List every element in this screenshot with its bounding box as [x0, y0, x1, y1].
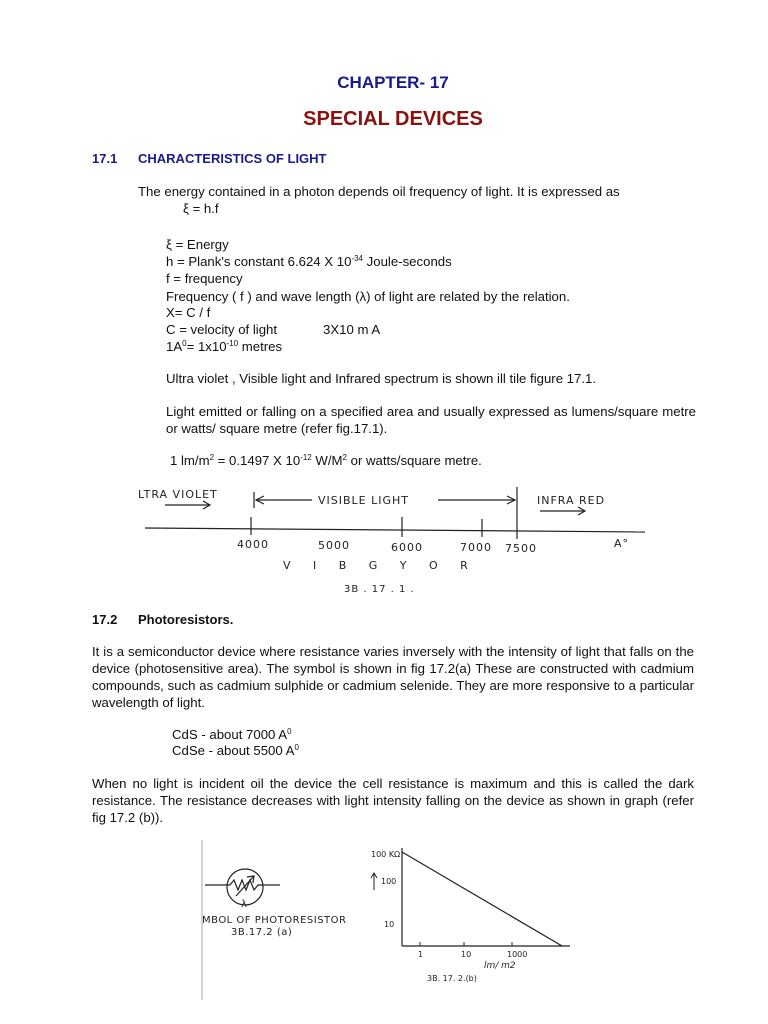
- spectrum-drawing: [145, 487, 645, 539]
- frequency-wavelength-relation: Frequency ( f ) and wave length (λ) of light are related by the relation.: [166, 289, 570, 304]
- wavelength-formula: X= C / f: [166, 305, 211, 320]
- spectrum-note: Ultra violet , Visible light and Infrared spectrum is shown ill tile figure 17.1.: [166, 371, 597, 386]
- tick-label-7500: 7500: [505, 542, 537, 555]
- figure-17-1-caption: 3B . 17 . 1 .: [344, 584, 415, 595]
- cdse-wavelength: CdSe - about 5500 $A^0$: [172, 743, 299, 758]
- page-title: SPECIAL DEVICES: [303, 108, 483, 130]
- symbol-circle: [227, 869, 263, 905]
- figure-17-2b-caption: 3B. 17. 2.(b): [427, 974, 477, 983]
- energy-formula: ξ = h.f: [183, 201, 219, 216]
- tick-label-4000: 4000: [237, 538, 269, 551]
- lumens-paragraph: Light emitted or falling on a specified area and usually expressed as lumens/square metre or watts/ square metre (refer fig.17.1).: [166, 404, 696, 436]
- spectrum-axis: [145, 528, 645, 532]
- section-number-17-1: 17.1: [92, 151, 118, 166]
- uv-label: LTRA VIOLET: [138, 488, 218, 501]
- visible-light-label: VISIBLE LIGHT: [318, 494, 410, 507]
- figure-17-2a-caption: 3B.17.2 (a): [231, 927, 293, 938]
- tick-label-7000: 7000: [460, 541, 492, 554]
- y-tick-label-100k: 100 KΩ: [371, 850, 401, 859]
- dark-resistance-paragraph: When no light is incident oil the device the cell resistance is maximum and this is called the dark resistance. The resistance decreases with light intensity falling on the device as shown in graph (refer fig 17.2 (b)).: [92, 776, 694, 825]
- visible-arrow-right-head: [507, 496, 515, 504]
- graph-y-arrow-head: [371, 873, 377, 878]
- resistance-series-line: [402, 852, 562, 946]
- section-title-photoresistors: Photoresistors.: [138, 612, 234, 627]
- y-tick-label-100: 100: [381, 877, 397, 886]
- vibgyor-label: V I B G Y O R: [283, 559, 471, 572]
- angstrom-definition: $1A^0= 1x10^{-10}$ metres: [166, 339, 283, 354]
- tick-label-5000: 5000: [318, 539, 350, 552]
- x-tick-label-10: 10: [461, 950, 472, 959]
- angstrom-unit-label: A°: [614, 537, 630, 550]
- photoresistor-symbol: [205, 869, 280, 905]
- uv-arrow-head: [203, 501, 210, 509]
- velocity-of-light-label: C = velocity of light: [166, 322, 278, 337]
- infrared-label: INFRA RED: [537, 494, 606, 507]
- visible-arrow-left-head: [256, 496, 264, 504]
- resistance-graph: [371, 848, 570, 983]
- tick-label-6000: 6000: [391, 541, 423, 554]
- plank-constant-line: h = Plank's constant 6.624 X $10^{-34}$ Joule-seconds: [166, 254, 452, 269]
- lumens-conversion: 1 $lm/m^2 = 0.1497$ X $10^{-12}$ $W/M^2$ or watts/square metre.: [170, 453, 482, 468]
- velocity-of-light-value: 3X10 m A: [323, 322, 381, 337]
- section-title-characteristics: CHARACTERISTICS OF LIGHT: [138, 151, 327, 166]
- ir-arrow-head: [578, 507, 585, 515]
- intro-text: The energy contained in a photon depends oil frequency of light. It is expressed as: [138, 184, 620, 199]
- energy-definition: ξ = Energy: [166, 237, 229, 252]
- frequency-definition: f = frequency: [166, 271, 243, 286]
- cds-wavelength: CdS - about 7000 $A^0$: [172, 727, 292, 742]
- chapter-heading: CHAPTER- 17: [337, 73, 449, 92]
- symbol-lambda: λ: [241, 899, 248, 910]
- y-tick-label-10: 10: [384, 920, 395, 929]
- x-tick-label-1: 1: [418, 950, 424, 959]
- symbol-resistor-zigzag: [230, 880, 260, 890]
- section-number-17-2: 17.2: [92, 612, 118, 627]
- photoresistor-paragraph: It is a semiconductor device where resistance varies inversely with the intensity of light that falls on the device (photosensitive area). The symbol is shown in fig 17.2(a) These are constructed with cadmium compounds, such as cadmium sulphide or cadmium selenide. They are more responsive to a particular wavelength of light.: [92, 644, 694, 710]
- figure-17-2a-caption-title: MBOL OF PHOTORESISTOR: [202, 915, 347, 926]
- symbol-arrow: [236, 876, 254, 896]
- symbol-arrow-head: [247, 876, 254, 883]
- x-tick-label-1000: 1000: [507, 950, 528, 959]
- x-axis-label: lm/ m2: [484, 961, 516, 971]
